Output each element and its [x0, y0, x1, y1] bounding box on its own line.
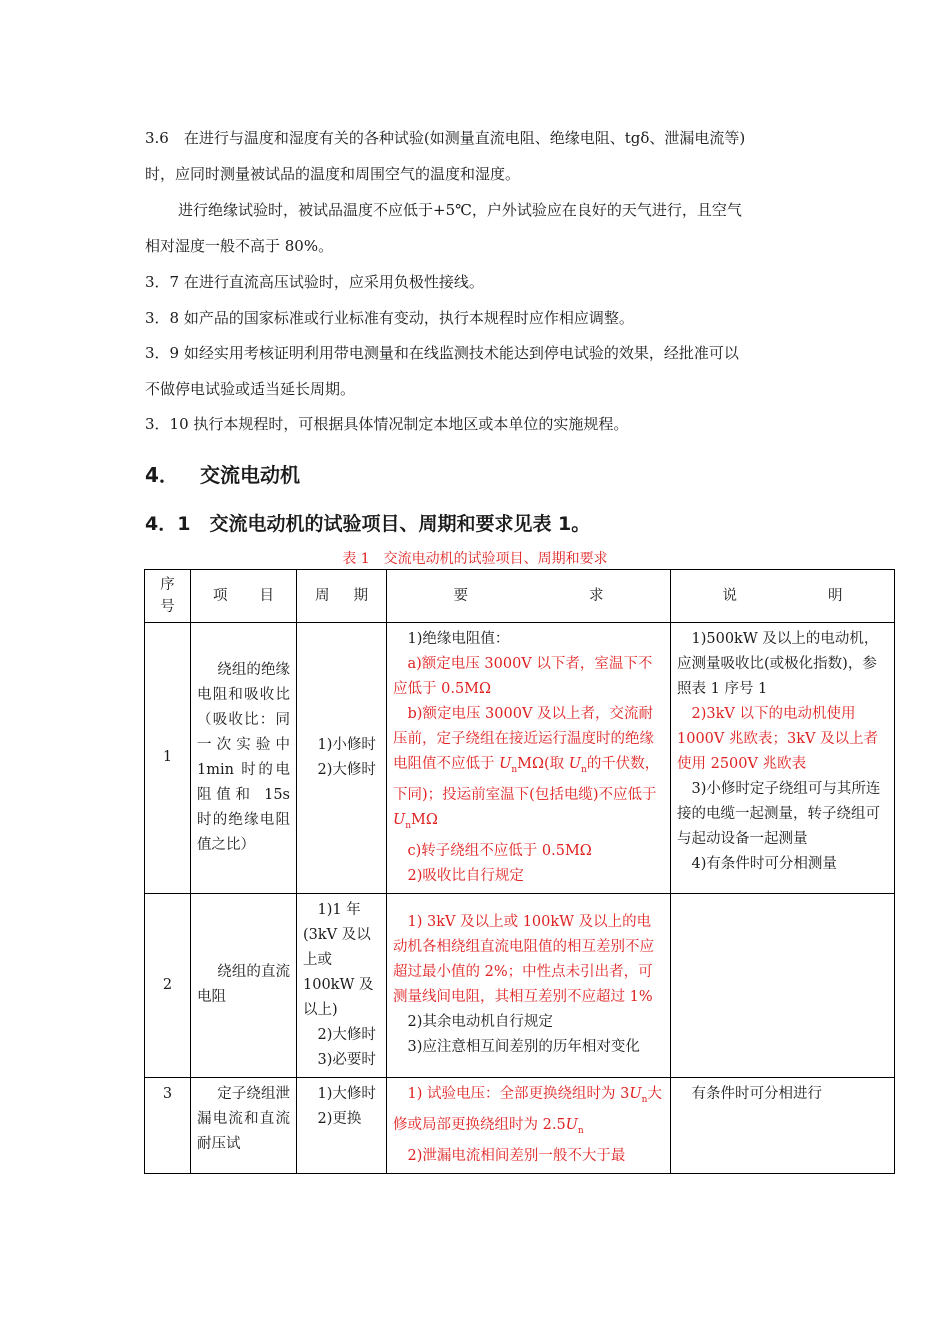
row2-period-3: 3)必要时	[317, 1051, 376, 1068]
header-item	[191, 570, 297, 623]
row3-period	[297, 1077, 387, 1173]
row3-no: 3	[145, 1077, 191, 1173]
subsection-heading: 4．1 交流电动机的试验项目、周期和要求见表 1。	[145, 513, 591, 535]
row1-req-l2: a)额定电压 3000V 以下者，室温下不应低于 0.5MΩ	[393, 656, 653, 697]
row1-req-l3: b)额定电压 3000V 及以上者，交流耐压前，定子绕组在接近运行温度时的绝缘电阻值不应低于 $U_nM\Omega$(取 $U_n$的千伏数，下同)；投运前室温下(包括电缆)不应低于 $U_nM\Omega$	[393, 706, 660, 831]
paragraph-3-6-line2: 时，应同时测量被试品的温度和周围空气的温度和湿度。	[145, 165, 521, 183]
header-period	[297, 570, 387, 623]
row2-req-l2: 2)其余电动机自行规定	[407, 1014, 553, 1031]
paragraph-3-9-line2: 不做停电试验或适当延长周期。	[145, 380, 356, 398]
row1-note-l4: 4)有条件时可分相测量	[691, 856, 837, 872]
section-heading	[145, 459, 300, 488]
row1-note-l1: 1)500kW 及以上的电动机，应测量吸收比(或极化指数)，参照表 1 序号 1	[677, 631, 879, 697]
table-row	[145, 1077, 895, 1173]
section-number: 4．	[145, 463, 179, 487]
header-no	[145, 570, 191, 623]
row1-period-1: 1)小修时	[317, 736, 376, 753]
header-req-a: 要	[453, 587, 468, 604]
header-note-b: 明	[828, 587, 843, 604]
paragraph-3-9-line1: 3．9 如经实用考核证明利用带电测量和在线监测技术能达到停电试验的效果，经批准可以	[145, 344, 739, 362]
row2-no: 2	[145, 893, 191, 1077]
header-no-a: 序	[160, 577, 175, 593]
row3-requirement	[387, 1077, 671, 1173]
header-item-b: 目	[259, 587, 274, 604]
row2-period-1: 1)1 年(3kV 及以上或 100kW 及以上)	[303, 901, 374, 1018]
header-period-b: 期	[353, 587, 368, 604]
header-req-b: 求	[589, 587, 604, 604]
row3-note: 有条件时可分相进行	[691, 1085, 822, 1102]
header-period-a: 周	[315, 587, 330, 604]
header-no-b: 号	[160, 599, 175, 615]
row1-period	[297, 623, 387, 894]
row2-req-l3: 3)应注意相互间差别的历年相对变化	[407, 1039, 640, 1056]
row1-req-l1: 1)绝缘电阻值：	[407, 631, 510, 647]
table-row	[145, 623, 895, 894]
row3-period-2: 2)更换	[317, 1110, 362, 1127]
section-title: 交流电动机	[200, 463, 300, 487]
header-item-a: 项	[213, 587, 228, 604]
row2-notes	[671, 893, 895, 1077]
row3-item: 定子绕组泄漏电流和直流耐压试	[191, 1077, 297, 1173]
row1-req-l4: c)转子绕组不应低于 0.5MΩ	[407, 842, 592, 859]
paragraph-3-6b-line2: 相对湿度一般不高于 80%。	[145, 237, 334, 255]
row1-requirement	[387, 623, 671, 894]
table-header-row	[145, 570, 895, 623]
test-items-table	[144, 569, 895, 1174]
row3-notes	[671, 1077, 895, 1173]
paragraph-3-8: 3．8 如产品的国家标准或行业标准有变动，执行本规程时应作相应调整。	[145, 309, 634, 327]
row1-item: 绕组的绝缘电阻和吸收比（吸收比：同一次实验中 1min 时的电阻值和 15s 时的绝缘电阻值之比）	[191, 623, 297, 894]
header-notes	[671, 570, 895, 623]
row1-req-l5: 2)吸收比自行规定	[407, 867, 524, 884]
paragraph-3-6-line1: 3.6 在进行与温度和湿度有关的各种试验(如测量直流电阻、绝缘电阻、tgδ、泄漏电流等)	[145, 129, 746, 147]
row3-req-l1: 1) 试验电压：全部更换绕组时为 $3U_n$大修或局部更换绕组时为 $2.5U_n$	[393, 1085, 662, 1136]
paragraph-3-7: 3．7 在进行直流高压试验时，应采用负极性接线。	[145, 273, 484, 291]
table-row	[145, 893, 895, 1077]
row1-period-2: 2)大修时	[317, 761, 376, 778]
row3-req-l2: 2)泄漏电流相间差别一般不大于最	[407, 1147, 626, 1164]
row2-req-l1: 1) 3kV 及以上或 100kW 及以上的电动机各相绕组直流电阻值的相互差别不应超过最小值的 2%；中性点未引出者，可测量线间电阻，其相互差别不应超过 1%	[393, 914, 654, 1006]
row2-item: 绕组的直流电阻	[191, 893, 297, 1077]
row2-period-2: 2)大修时	[317, 1026, 376, 1043]
row1-note-l2: 2)3kV 以下的电动机使用 1000V 兆欧表；3kV 及以上者使用 2500V 兆欧表	[677, 706, 879, 772]
header-requirement	[387, 570, 671, 623]
row1-notes	[671, 623, 895, 894]
row2-period	[297, 893, 387, 1077]
header-note-a: 说	[722, 587, 737, 604]
paragraph-3-6b-line1: 进行绝缘试验时，被试品温度不应低于+5℃，户外试验应在良好的天气进行，且空气	[178, 201, 742, 219]
paragraph-3-10: 3．10 执行本规程时，可根据具体情况制定本地区或本单位的实施规程。	[145, 415, 629, 433]
table-caption: 表 1 交流电动机的试验项目、周期和要求	[342, 551, 608, 567]
row3-period-1: 1)大修时	[317, 1085, 376, 1102]
row2-requirement	[387, 893, 671, 1077]
row1-no: 1	[145, 623, 191, 894]
row1-note-l3: 3)小修时定子绕组可与其所连接的电缆一起测量，转子绕组可与起动设备一起测量	[677, 781, 881, 847]
